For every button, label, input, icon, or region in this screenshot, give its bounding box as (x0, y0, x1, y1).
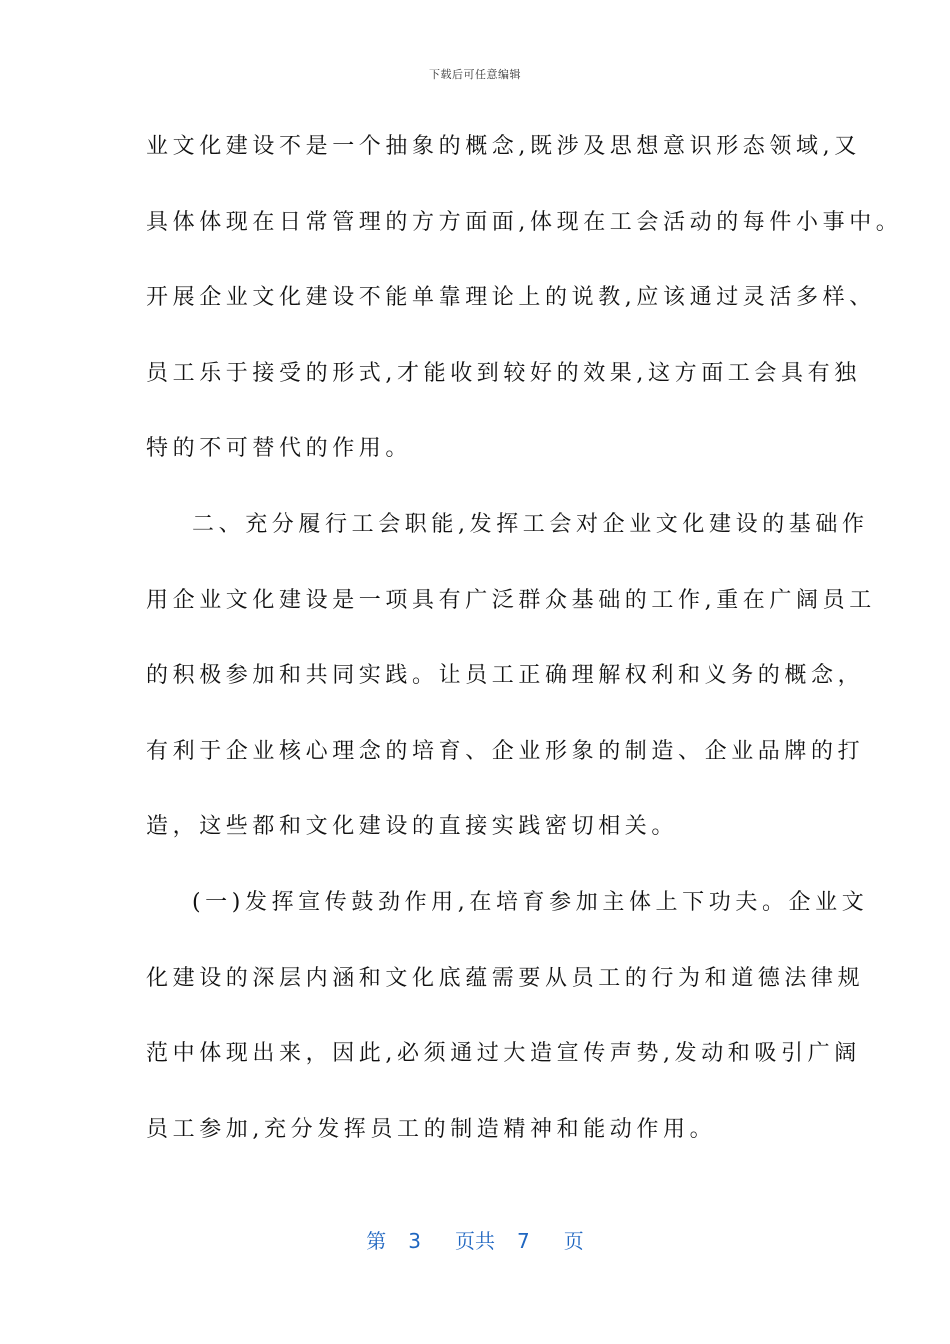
body-line-8: 的积极参加和共同实践。让员工正确理解权利和义务的概念， (146, 663, 865, 689)
body-line-11: (一)发挥宣传鼓劲作用,在培育参加主体上下功夫。企业文 (192, 889, 869, 915)
body-line-7: 用企业文化建设是一项具有广泛群众基础的工作,重在广阔员工 (146, 587, 876, 613)
footer-page-mid: 页共 (455, 1229, 495, 1253)
body-line-4: 员工乐于接受的形式,才能收到较好的效果,这方面工会具有独 (146, 360, 861, 386)
footer-current-page: 3 (408, 1229, 421, 1253)
body-line-6: 二、充分履行工会职能,发挥工会对企业文化建设的基础作 (192, 511, 869, 537)
body-line-13: 范中体现出来，因此,必须通过大造宣传声势,发动和吸引广阔 (146, 1041, 861, 1067)
body-line-9: 有利于企业核心理念的培育、企业形象的制造、企业品牌的打 (146, 738, 865, 764)
footer-page-suffix: 页 (563, 1229, 584, 1253)
body-line-1: 业文化建设不是一个抽象的概念,既涉及思想意识形态领域,又 (146, 134, 861, 159)
body-line-2: 具体体现在日常管理的方方面面,体现在工会活动的每件小事中。 (146, 209, 903, 235)
footer-page-prefix: 第 (366, 1229, 387, 1253)
body-line-14: 员工参加,充分发挥员工的制造精神和能动作用。 (146, 1116, 717, 1142)
document-body (146, 127, 903, 1185)
header-note: 下载后可任意编辑 (429, 68, 521, 81)
footer-total-pages: 7 (517, 1229, 530, 1253)
body-line-3: 开展企业文化建设不能单靠理论上的说教,应该通过灵活多样、 (146, 285, 876, 311)
body-line-5: 特的不可替代的作用。 (146, 436, 413, 462)
body-line-12: 化建设的深层内涵和文化底蕴需要从员工的行为和道德法律规 (146, 965, 865, 991)
body-line-10: 造，这些都和文化建设的直接实践密切相关。 (146, 814, 679, 840)
page-number-footer (0, 1225, 950, 1254)
